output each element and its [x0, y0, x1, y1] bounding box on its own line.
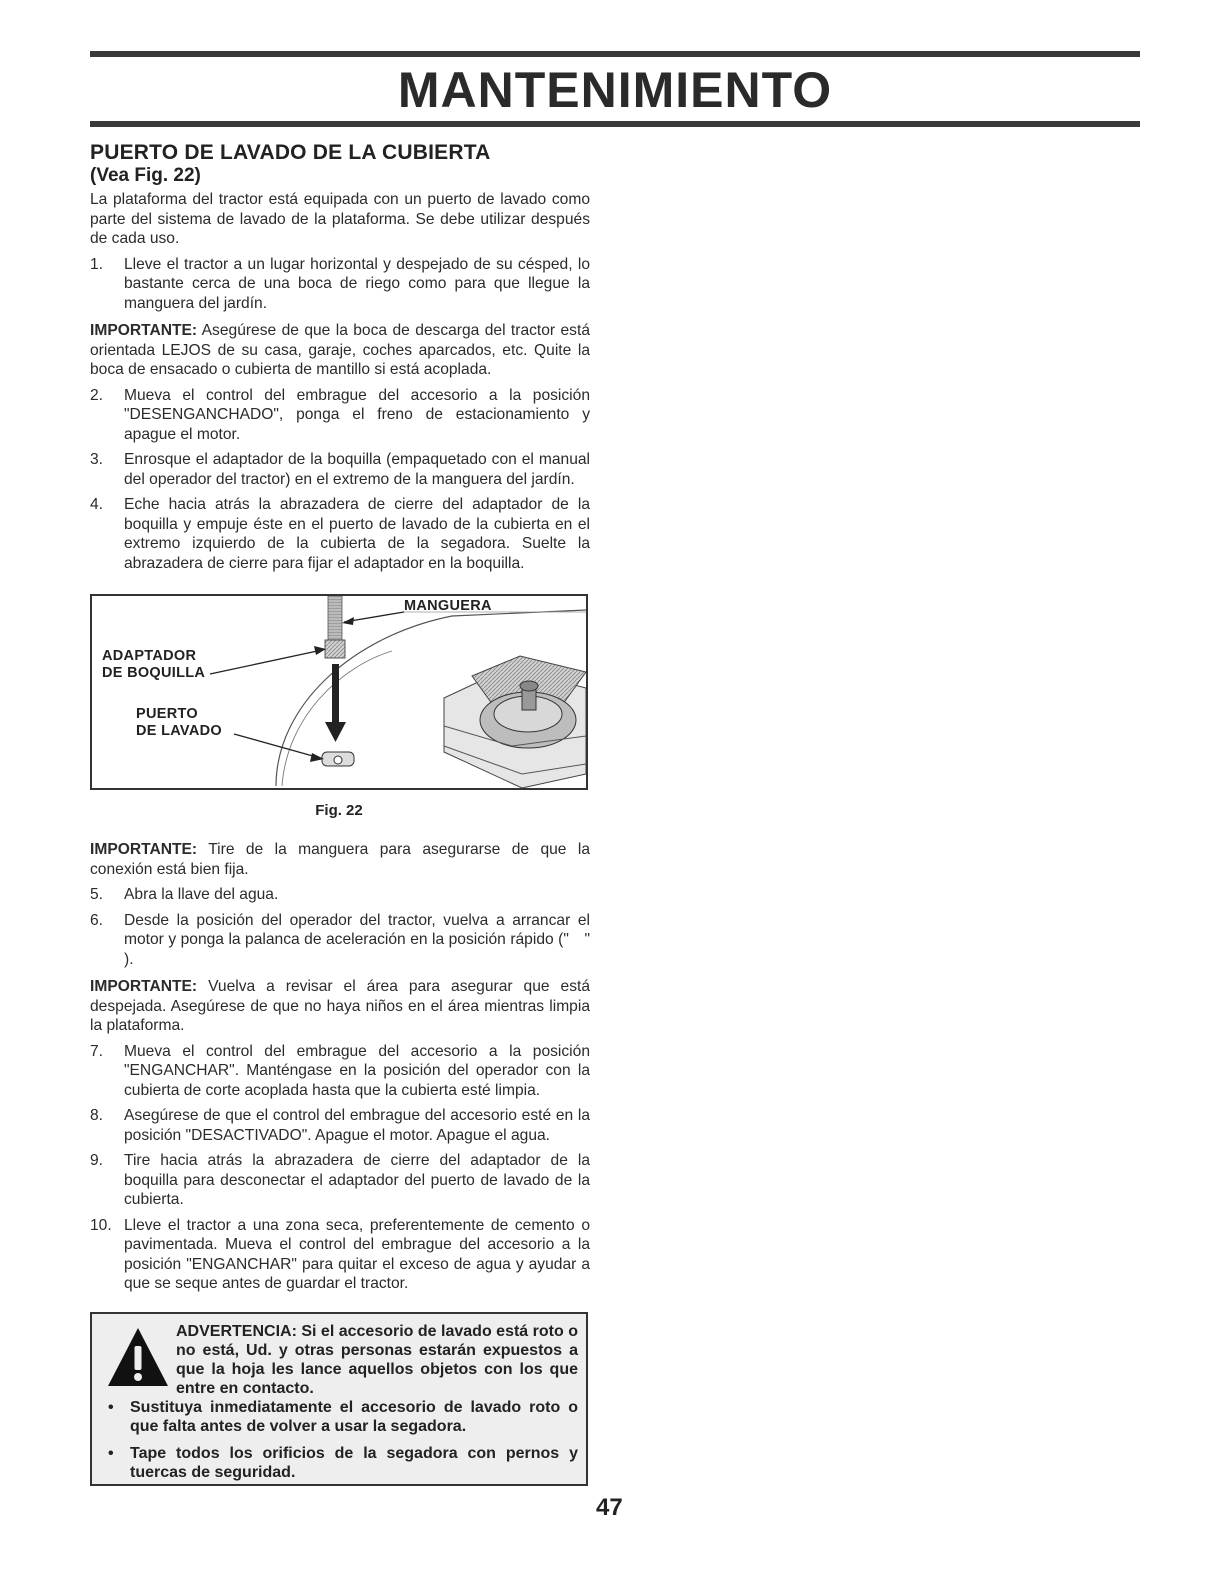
step-number: 9. [90, 1152, 104, 1169]
step-item [90, 1216, 590, 1294]
step-number: 3. [90, 451, 104, 468]
step-number: 10. [90, 1216, 112, 1234]
step-text: Mueva el control del embrague del accesorio a la posición "DESENGANCHADO", ponga el freno de estacionamiento y apague el motor. [124, 386, 590, 443]
figure-caption: Fig. 22 [315, 802, 363, 819]
bullet-dot-icon: • [108, 1399, 114, 1416]
important-note-3 [90, 977, 590, 1036]
step-number: 5. [90, 886, 104, 903]
step-text: Eche hacia atrás la abrazadera de cierre del adaptador de la boquilla y empuje éste en el puerto de lavado de la cubierta en el extremo izquierdo de la cubierta de la segadora. Suelte la abrazadera de cierre para fijar el adaptador en la boquilla. [124, 496, 590, 572]
label-adapter-line2: DE BOQUILLA [102, 665, 206, 681]
steps-list-b [90, 386, 590, 574]
figure-22 [90, 594, 588, 790]
step-item [90, 1106, 590, 1145]
wash-port-illustration [92, 596, 586, 788]
important-text: Asegúrese de que la boca de descarga del tractor está orientada LEJOS de su casa, garaje, coches aparcados, etc. Quite la boca de ensacado o cubierta de mantillo si está acoplada. [90, 322, 590, 378]
step-text: Abra la llave del agua. [124, 886, 279, 903]
step-item [90, 885, 590, 905]
warning-triangle-icon [106, 1326, 170, 1390]
label-hose: MANGUERA [404, 598, 492, 614]
important-text: Vuelva a revisar el área para asegurar que está despejada. Asegúrese de que no haya niños en el área mientras limpia la plataforma. [90, 978, 590, 1034]
important-label: IMPORTANTE: [90, 322, 198, 339]
header-rule-top [90, 51, 1140, 57]
warning-bullet-text: Tape todos los orificios de la segadora con pernos y tuercas de seguridad. [130, 1445, 578, 1481]
step-text: Mueva el control del embrague del accesorio a la posición "ENGANCHAR". Manténgase en la posición del operador con la cubierta de corte acoplada hasta que la cubierta esté limpia. [124, 1042, 590, 1099]
step-item [90, 386, 590, 445]
warning-headline: ADVERTENCIA: Si el accesorio de lavado está roto o no está, Ud. y otras personas estarán expuestos a que la hoja les lance aquellos objetos con los que entre en contacto. [176, 1323, 578, 1397]
warning-box [90, 1312, 588, 1486]
step-number: 7. [90, 1042, 104, 1060]
step-text: Enrosque el adaptador de la boquilla (empaquetado con el manual del operador del tractor) en el extremo de la manguera del jardín. [124, 451, 590, 488]
header-rule-bottom [90, 121, 1140, 127]
step-number: 8. [90, 1107, 104, 1124]
warning-bullet [104, 1398, 578, 1436]
lower-column [90, 840, 590, 1294]
step-number: 2. [90, 386, 104, 404]
label-port-line1: PUERTO [136, 706, 198, 722]
section-title: PUERTO DE LAVADO DE LA CUBIERTA [90, 141, 491, 164]
steps-list-d [90, 1042, 590, 1294]
step-number: 4. [90, 496, 104, 513]
step-text: Lleve el tractor a una zona seca, preferentemente de cemento o pavimentada. Mueva el control del embrague del accesorio a la posición "ENGANCHAR" para quitar el exceso de agua y ayudar a que se seque antes de guardar el tractor. [124, 1216, 590, 1292]
step-item [90, 495, 590, 573]
important-label: IMPORTANTE: [90, 978, 198, 995]
step-item [90, 911, 590, 970]
bullet-dot-icon: • [108, 1445, 114, 1462]
important-text: Tire de la manguera para asegurarse de que la conexión está bien fija. [90, 841, 590, 878]
steps-list-a [90, 255, 590, 314]
steps-list-c [90, 885, 590, 969]
label-adapter-line1: ADAPTADOR [102, 648, 197, 664]
important-label: IMPORTANTE: [90, 841, 198, 858]
step-item [90, 450, 590, 489]
step-item [90, 1151, 590, 1210]
step-text: Desde la posición del operador del tractor, vuelva a arrancar el motor y ponga la palanca de aceleración en la posición rápido (" " ). [124, 911, 590, 968]
label-port-line2: DE LAVADO [136, 723, 222, 739]
step-number: 1. [90, 255, 104, 273]
step-text: Lleve el tractor a un lugar horizontal y despejado de su césped, lo bastante cerca de una boca de riego como para que llegue la manguera del jardín. [124, 255, 590, 312]
page-number: 47 [596, 1494, 623, 1521]
important-note-1 [90, 321, 590, 380]
section-subtitle: (Vea Fig. 22) [90, 165, 201, 186]
page-title: MANTENIMIENTO [397, 62, 833, 118]
step-number: 6. [90, 911, 104, 929]
warning-bullets [104, 1398, 578, 1490]
important-note-2 [90, 840, 590, 879]
upper-column [90, 141, 590, 573]
step-text: Asegúrese de que el control del embrague del accesorio esté en la posición "DESACTIVADO". Apague el motor. Apague el agua. [124, 1107, 590, 1144]
step-item [90, 1042, 590, 1101]
warning-bullet-text: Sustituya inmediatamente el accesorio de lavado roto o que falta antes de volver a usar la segadora. [130, 1399, 578, 1435]
step-item [90, 255, 590, 314]
step-text: Tire hacia atrás la abrazadera de cierre del adaptador de la boquilla para desconectar el adaptador del puerto de lavado de la cubierta. [124, 1152, 590, 1208]
warning-bullet [104, 1444, 578, 1482]
intro-paragraph: La plataforma del tractor está equipada con un puerto de lavado como parte del sistema de lavado de la plataforma. Se debe utilizar después de cada uso. [90, 191, 590, 247]
